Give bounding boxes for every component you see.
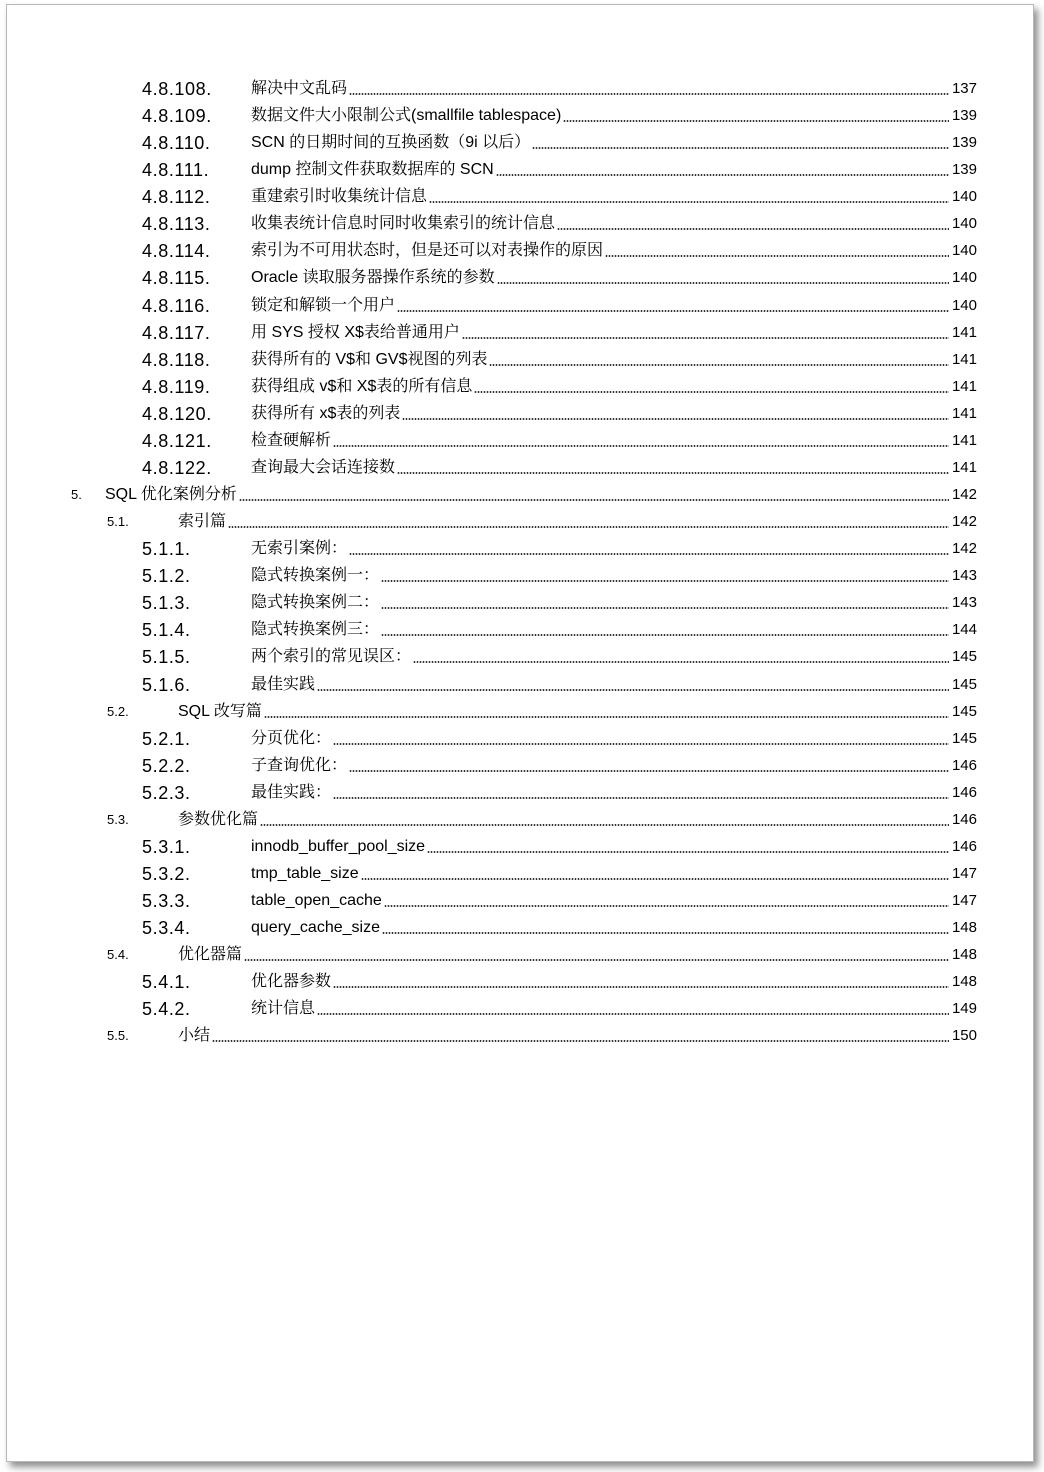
toc-entry-page-number: 141	[951, 350, 977, 368]
toc-entry-number: 5.1.4.	[142, 620, 191, 641]
toc-dot-leader	[228, 526, 949, 528]
toc-entry-page-number: 148	[951, 973, 977, 991]
toc-entry[interactable]	[7, 645, 1035, 669]
toc-entry[interactable]	[7, 673, 1035, 697]
toc-entry-page-number: 145	[951, 729, 977, 747]
toc-entry-number: 4.8.117.	[142, 322, 211, 343]
toc-entry-page-number: 143	[951, 594, 977, 612]
toc-dot-leader	[239, 499, 949, 501]
toc-dot-leader	[361, 878, 949, 880]
toc-entry-title: query_cache_size	[251, 919, 380, 937]
toc-entry-title: 优化器参数	[251, 973, 332, 991]
toc-entry[interactable]	[7, 835, 1035, 859]
toc-entry[interactable]	[7, 727, 1035, 751]
toc-entry-title: 锁定和解锁一个用户	[251, 296, 396, 314]
toc-entry-title: 两个索引的常见误区：	[251, 648, 412, 666]
toc-dot-leader	[413, 661, 949, 663]
toc-entry[interactable]	[7, 781, 1035, 805]
toc-dot-leader	[382, 932, 949, 934]
toc-entry-title: 统计信息	[251, 1000, 316, 1018]
toc-entry[interactable]	[7, 185, 1035, 209]
toc-entry-number: 5.2.2.	[142, 755, 191, 776]
toc-entry-number: 5.2.1.	[142, 728, 191, 749]
toc-entry-title: 查询最大会话连接数	[251, 458, 396, 476]
toc-entry[interactable]	[7, 321, 1035, 345]
toc-entry-page-number: 139	[951, 134, 977, 152]
toc-dot-leader	[532, 147, 949, 149]
toc-entry-number: 5.1.6.	[142, 674, 191, 695]
toc-dot-leader	[429, 201, 949, 203]
toc-dot-leader	[605, 255, 949, 257]
toc-entry[interactable]	[7, 754, 1035, 778]
toc-entry-page-number: 146	[951, 810, 977, 828]
toc-entry-number: 4.8.122.	[142, 457, 212, 478]
toc-entry-page-number: 145	[951, 675, 977, 693]
toc-entry[interactable]	[7, 943, 1035, 967]
toc-entry[interactable]	[7, 916, 1035, 940]
toc-entry[interactable]	[7, 1024, 1035, 1048]
toc-dot-leader	[260, 824, 949, 826]
toc-dot-leader	[317, 689, 949, 691]
toc-entry[interactable]	[7, 294, 1035, 318]
toc-entry[interactable]	[7, 266, 1035, 290]
toc-entry-title: 优化器篇	[178, 946, 243, 964]
toc-entry-page-number: 141	[951, 323, 977, 341]
toc-entry-page-number: 140	[951, 296, 977, 314]
toc-dot-leader	[333, 986, 949, 988]
toc-entry-title: 获得组成 v$和 X$表的所有信息	[251, 377, 473, 395]
toc-entry-title: SQL 优化案例分析	[105, 486, 237, 504]
toc-entry[interactable]	[7, 618, 1035, 642]
toc-entry-title: 获得所有的 V$和 GV$视图的列表	[251, 350, 488, 368]
toc-entry[interactable]	[7, 997, 1035, 1021]
toc-entry-number: 5.3.4.	[142, 918, 191, 939]
toc-dot-leader	[381, 580, 949, 582]
toc-entry-title: table_open_cache	[251, 892, 382, 910]
toc-entry[interactable]	[7, 402, 1035, 426]
toc-entry-title: 数据文件大小限制公式(smallfile tablespace)	[251, 107, 562, 125]
toc-entry-number: 5.5.	[107, 1028, 129, 1044]
toc-dot-leader	[349, 93, 949, 95]
toc-entry[interactable]	[7, 483, 1035, 507]
toc-entry[interactable]	[7, 700, 1035, 724]
toc-dot-leader	[497, 282, 949, 284]
toc-entry-number: 4.8.109.	[142, 106, 212, 127]
toc-entry-page-number: 140	[951, 269, 977, 287]
toc-dot-leader	[563, 120, 949, 122]
toc-entry[interactable]	[7, 348, 1035, 372]
toc-entry[interactable]	[7, 104, 1035, 128]
toc-entry-number: 5.1.5.	[142, 647, 191, 668]
toc-entry-number: 4.8.113.	[142, 214, 211, 235]
toc-entry[interactable]	[7, 375, 1035, 399]
toc-entry-number: 5.3.3.	[142, 891, 191, 912]
toc-entry-title: 隐式转换案例二：	[251, 594, 380, 612]
toc-dot-leader	[427, 851, 949, 853]
toc-entry-page-number: 147	[951, 892, 977, 910]
toc-dot-leader	[244, 959, 949, 961]
toc-entry-page-number: 139	[951, 107, 977, 125]
toc-entry-number: 5.3.	[107, 811, 129, 827]
toc-dot-leader	[462, 337, 949, 339]
toc-entry[interactable]	[7, 808, 1035, 832]
toc-entry[interactable]	[7, 862, 1035, 886]
toc-entry-page-number: 141	[951, 431, 977, 449]
toc-entry-title: 隐式转换案例一：	[251, 567, 380, 585]
toc-entry-page-number: 147	[951, 865, 977, 883]
toc-entry[interactable]	[7, 239, 1035, 263]
toc-entry-page-number: 141	[951, 404, 977, 422]
toc-entry-number: 4.8.115.	[142, 268, 211, 289]
toc-entry-title: 索引为不可用状态时，但是还可以对表操作的原因	[251, 242, 604, 260]
toc-dot-leader	[384, 905, 949, 907]
toc-entry[interactable]	[7, 970, 1035, 994]
toc-entry-page-number: 144	[951, 621, 977, 639]
toc-entry-page-number: 140	[951, 215, 977, 233]
toc-entry-title: 收集表统计信息时同时收集索引的统计信息	[251, 215, 556, 233]
toc-dot-leader	[212, 1040, 949, 1042]
toc-dot-leader	[402, 418, 949, 420]
toc-entry-number: 5.1.2.	[142, 566, 191, 587]
toc-entry-title: tmp_table_size	[251, 865, 359, 883]
toc-dot-leader	[333, 743, 949, 745]
toc-entry[interactable]	[7, 212, 1035, 236]
toc-dot-leader	[557, 228, 949, 230]
toc-dot-leader	[264, 716, 949, 718]
toc-entry-title: 检查硬解析	[251, 431, 332, 449]
toc-entry-number: 5.1.	[107, 514, 129, 530]
toc-entry-page-number: 139	[951, 161, 977, 179]
toc-entry[interactable]	[7, 510, 1035, 534]
toc-entry-title: dump 控制文件获取数据库的 SCN	[251, 161, 494, 179]
toc-entry-number: 4.8.114.	[142, 241, 211, 262]
toc-entry-page-number: 140	[951, 242, 977, 260]
toc-entry-number: 5.4.	[107, 947, 129, 963]
toc-dot-leader	[333, 445, 949, 447]
toc-entry-number: 5.3.2.	[142, 864, 191, 885]
toc-entry-number: 4.8.116.	[142, 295, 211, 316]
toc-entry-title: 小结	[178, 1027, 211, 1045]
toc-entry-title: 最佳实践：	[251, 783, 332, 801]
toc-entry[interactable]	[7, 456, 1035, 480]
toc-entry-page-number: 146	[951, 837, 977, 855]
toc-dot-leader	[333, 797, 949, 799]
toc-dot-leader	[381, 634, 949, 636]
toc-entry-page-number: 137	[951, 80, 977, 97]
toc-entry-page-number: 141	[951, 377, 977, 395]
toc-entry-title: 分页优化：	[251, 729, 332, 747]
toc-entry-number: 5.3.1.	[142, 836, 191, 857]
toc-entry-title: 重建索引时收集统计信息	[251, 188, 428, 206]
toc-entry[interactable]	[7, 429, 1035, 453]
toc-entry-number: 4.8.121.	[142, 430, 212, 451]
toc-dot-leader	[349, 553, 949, 555]
toc-entry[interactable]	[7, 537, 1035, 561]
toc-dot-leader	[496, 174, 949, 176]
toc-entry-number: 5.2.	[107, 703, 129, 719]
toc-entry[interactable]	[7, 158, 1035, 182]
toc-entry-title: 获得所有 x$表的列表	[251, 404, 401, 422]
toc-entry[interactable]	[7, 889, 1035, 913]
toc-entry-page-number: 145	[951, 702, 977, 720]
toc-entry[interactable]	[7, 591, 1035, 615]
toc-entry-number: 4.8.112.	[142, 187, 211, 208]
toc-entry-number: 5.	[71, 487, 82, 503]
toc-entry-number: 4.8.108.	[142, 79, 212, 99]
toc-entry-title: 参数优化篇	[178, 810, 259, 828]
toc-entry-page-number: 140	[951, 188, 977, 206]
toc-dot-leader	[381, 607, 949, 609]
toc-entry-title: 无索引案例：	[251, 540, 348, 558]
toc-dot-leader	[474, 391, 949, 393]
toc-dot-leader	[489, 364, 949, 366]
toc-entry-page-number: 148	[951, 946, 977, 964]
toc-dot-leader	[397, 310, 949, 312]
toc-entry-number: 4.8.111.	[142, 160, 210, 181]
toc-entry-number: 4.8.119.	[142, 376, 211, 397]
toc-dot-leader	[397, 472, 949, 474]
toc-entry-page-number: 150	[951, 1027, 977, 1045]
toc-entry-page-number: 141	[951, 458, 977, 476]
toc-entry-title: 用 SYS 授权 X$表给普通用户	[251, 323, 460, 341]
toc-entry-title: 子查询优化：	[251, 756, 348, 774]
toc-entry-number: 5.4.2.	[142, 999, 191, 1020]
toc-entry-page-number: 145	[951, 648, 977, 666]
toc-entry-title: SCN 的日期时间的互换函数（9i 以后）	[251, 134, 531, 152]
toc-entry-page-number: 142	[951, 540, 977, 558]
toc-entry-number: 4.8.118.	[142, 349, 211, 370]
toc-entry-number: 5.1.3.	[142, 593, 191, 614]
toc-entry-title: SQL 改写篇	[178, 702, 262, 720]
toc-entry-number: 4.8.120.	[142, 403, 212, 424]
toc-entry-page-number: 149	[951, 1000, 977, 1018]
toc-entry-number: 5.4.1.	[142, 972, 191, 993]
toc-entry-title: 最佳实践	[251, 675, 316, 693]
toc-entry-title: 索引篇	[178, 513, 227, 531]
toc-dot-leader	[317, 1013, 949, 1015]
toc-entry[interactable]	[7, 564, 1035, 588]
toc-entry-page-number: 148	[951, 919, 977, 937]
toc-entry-page-number: 146	[951, 756, 977, 774]
toc-entry-page-number: 146	[951, 783, 977, 801]
toc-entry-title: 解决中文乱码	[251, 80, 348, 97]
toc-entry[interactable]	[7, 77, 1035, 101]
toc-entry-title: Oracle 读取服务器操作系统的参数	[251, 269, 495, 287]
toc-entry-number: 4.8.110.	[142, 133, 211, 154]
toc-entry-number: 5.1.1.	[142, 539, 191, 560]
toc-entry-page-number: 142	[951, 513, 977, 531]
toc-entry-title: 隐式转换案例三：	[251, 621, 380, 639]
toc-entry-number: 5.2.3.	[142, 782, 191, 803]
toc-entry-page-number: 142	[951, 486, 977, 504]
document-page	[6, 4, 1034, 1462]
toc-entry-title: innodb_buffer_pool_size	[251, 837, 426, 855]
toc-entry[interactable]	[7, 131, 1035, 155]
toc-entry-page-number: 143	[951, 567, 977, 585]
toc-dot-leader	[349, 770, 949, 772]
